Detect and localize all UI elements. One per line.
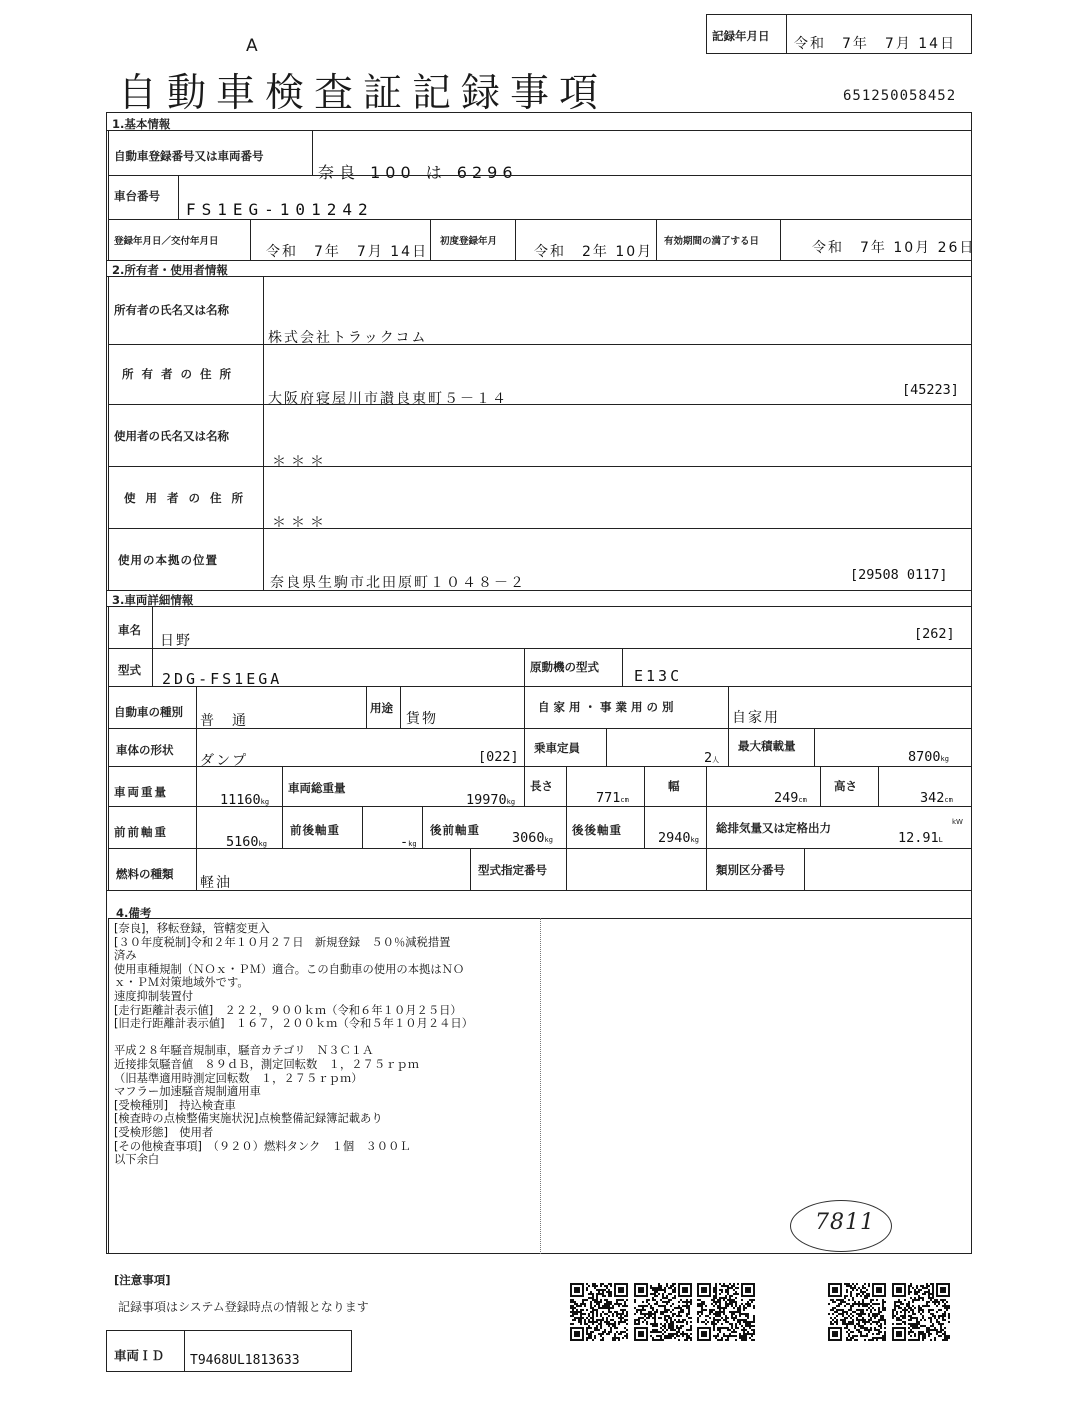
owner-name-value: 株式会社トラックコム [268, 330, 428, 346]
remarks-lines [114, 922, 538, 1167]
section-remarks-title: 4.備考 [116, 906, 152, 920]
rear-rear-axle-label: 後後軸重 [572, 823, 622, 837]
usage-value: 貨物 [406, 711, 438, 727]
engine-model-label: 原動機の型式 [530, 660, 599, 674]
length-label: 長さ [530, 779, 553, 793]
displacement-unit-kw: kW [952, 818, 963, 826]
section-vehicle-title: 3.車両詳細情報 [112, 593, 194, 607]
height-label: 高さ [834, 779, 857, 793]
gross-weight-value: 19970kg [466, 792, 516, 808]
owner-address-code: [45223] [902, 382, 959, 398]
remark-line: ｘ・ＰＭ対策地域外です。 [114, 976, 249, 990]
remark-line: [旧走行距離計表示値] １６７，２００ｋｍ（令和５年１０月２４日） [114, 1017, 474, 1031]
document-number: 651250058452 [843, 88, 957, 104]
qr-code-3 [697, 1283, 755, 1341]
car-name-label: 車名 [118, 623, 141, 637]
corner-mark: A [246, 36, 258, 56]
capacity-value: 2人 [704, 750, 720, 766]
body-shape-value: ダンプ [200, 753, 249, 769]
remark-line: [奈良]，移転登録，管轄変更入 [114, 922, 270, 935]
front-rear-axle-value: -kg [400, 834, 417, 850]
reg-number-value: 奈良 100 は 6296 [318, 163, 518, 182]
qr-code-1 [570, 1283, 628, 1341]
chassis-label: 車台番号 [114, 189, 160, 203]
remark-line: 近接排気騒音値 ８９ｄＢ，測定回転数 １，２７５ｒｐｍ [114, 1057, 420, 1071]
record-date-value: 令和 7年 7月 14日 [794, 36, 957, 52]
remark-line: マフラー加速騒音規制適用車 [114, 1085, 261, 1099]
remark-line: 速度抑制装置付 [114, 989, 194, 1003]
vehicle-kind-value: 普 通 [200, 713, 248, 729]
fuel-type-label: 燃料の種類 [116, 867, 174, 881]
max-load-label: 最大積載量 [738, 739, 796, 753]
remark-line: [走行距離計表示値] ２２２，９００ｋｍ（令和６年１０月２５日） [114, 1003, 462, 1017]
length-value: 771cm [596, 790, 629, 806]
engine-model-value: E13C [634, 667, 683, 685]
reg-date-value: 令和 7年 7月 14日 [266, 244, 429, 260]
owner-address-value: 大阪府寝屋川市讃良東町５－１４ [268, 391, 508, 407]
remark-line: [その他検査事項] （９２０）燃料タンク １個 ３００Ｌ [114, 1139, 411, 1153]
record-date-label: 記録年月日 [712, 29, 770, 43]
capacity-label: 乗車定員 [534, 741, 580, 755]
front-rear-axle-label: 前後軸重 [290, 823, 340, 837]
category-number-label: 類別区分番号 [716, 863, 785, 877]
rear-front-axle-value: 3060kg [512, 830, 553, 846]
section-basic-title: 1.基本情報 [112, 117, 171, 131]
displacement-label: 総排気量又は定格出力 [716, 821, 831, 835]
handwritten-note-text: 7811 [815, 1210, 875, 1235]
rear-front-axle-label: 後前軸重 [430, 823, 480, 837]
remark-line: 以下余白 [114, 1153, 160, 1167]
first-reg-label: 初度登録年月 [440, 236, 498, 247]
remark-line: 平成２８年騒音規制車，騒音カテゴリ Ｎ３Ｃ１Ａ [114, 1044, 374, 1058]
notes-title: [注意事項] [114, 1273, 171, 1287]
expiry-label: 有効期間の満了する日 [664, 236, 760, 247]
chassis-value: FS1EG-101242 [186, 200, 374, 219]
front-front-axle-value: 5160kg [226, 834, 267, 850]
remark-line: [受検種別] 持込検査車 [114, 1098, 236, 1112]
remark-line [114, 1031, 538, 1045]
vehicle-id-value: T9468UL1813633 [190, 1353, 300, 1368]
model-value: 2DG-FS1EGA [162, 670, 283, 688]
car-name-code: [262] [914, 626, 955, 642]
remark-line: （旧基準適用時測定回転数 １，２７５ｒｐｍ） [114, 1071, 363, 1085]
remark-line: 使用車種規制（ＮＯｘ・ＰＭ）適合。この自動車の使用の本拠はＮＯ [114, 962, 465, 976]
base-location-label: 使用の本拠の位置 [118, 553, 218, 567]
vehicle-kind-label: 自動車の種別 [114, 705, 183, 719]
front-front-axle-label: 前前軸重 [114, 825, 168, 839]
gross-weight-label: 車両総重量 [288, 781, 346, 795]
remark-line: 済み [114, 949, 137, 963]
remark-line: [検査時の点検整備実施状況]点検整備記録簿記載あり [114, 1112, 383, 1126]
qr-code-2 [634, 1283, 692, 1341]
base-location-code: [29508 0117] [850, 567, 948, 583]
body-shape-label: 車体の形状 [116, 743, 174, 757]
base-location-value: 奈良県生駒市北田原町１０４８－２ [270, 575, 526, 591]
notes-text: 記録事項はシステム登録時点の情報となります [118, 1300, 369, 1314]
vehicle-id-label: 車両ＩＤ [114, 1348, 165, 1363]
user-address-value: ＊＊＊ [272, 515, 329, 531]
width-value: 249cm [774, 790, 807, 806]
model-label: 型式 [118, 663, 141, 677]
type-designation-label: 型式指定番号 [478, 863, 547, 877]
owner-address-label: 所 有 者 の 住 所 [122, 367, 234, 381]
body-shape-code: [022] [478, 749, 519, 765]
reg-date-label: 登録年月日／交付年月日 [114, 236, 219, 247]
section-owner-title: 2.所有者・使用者情報 [112, 263, 228, 277]
owner-name-label: 所有者の氏名又は名称 [114, 303, 229, 317]
width-label: 幅 [668, 779, 680, 793]
reg-number-label: 自動車登録番号又は車両番号 [114, 149, 264, 163]
car-name-value: 日野 [160, 633, 192, 649]
user-name-value: ＊＊＊ [272, 454, 329, 470]
expiry-value: 令和 7年 10月 26日 [812, 240, 976, 256]
remark-line: [受検形態] 使用者 [114, 1125, 214, 1139]
qr-code-5 [892, 1283, 950, 1341]
vehicle-weight-label: 車両重量 [114, 785, 168, 799]
height-value: 342cm [920, 790, 953, 806]
qr-code-4 [828, 1283, 886, 1341]
max-load-value: 8700kg [908, 749, 949, 765]
user-name-label: 使用者の氏名又は名称 [114, 429, 229, 443]
document-title: 自動車検査証記録事項 [118, 71, 609, 116]
rear-rear-axle-value: 2940kg [658, 830, 699, 846]
remark-line: [３０年度税制]令和２年１０月２７日 新規登録 ５０％減税措置 [114, 935, 451, 949]
first-reg-value: 令和 2年 10月 [534, 244, 654, 260]
vehicle-weight-value: 11160kg [220, 792, 270, 808]
user-address-label: 使 用 者 の 住 所 [124, 491, 247, 505]
business-use-value: 自家用 [732, 710, 780, 726]
fuel-type-value: 軽油 [200, 875, 232, 891]
business-use-label: 自 家 用 ・ 事 業 用 の 別 [538, 700, 674, 714]
displacement-value: 12.91L [898, 830, 943, 846]
usage-label: 用途 [370, 701, 393, 715]
